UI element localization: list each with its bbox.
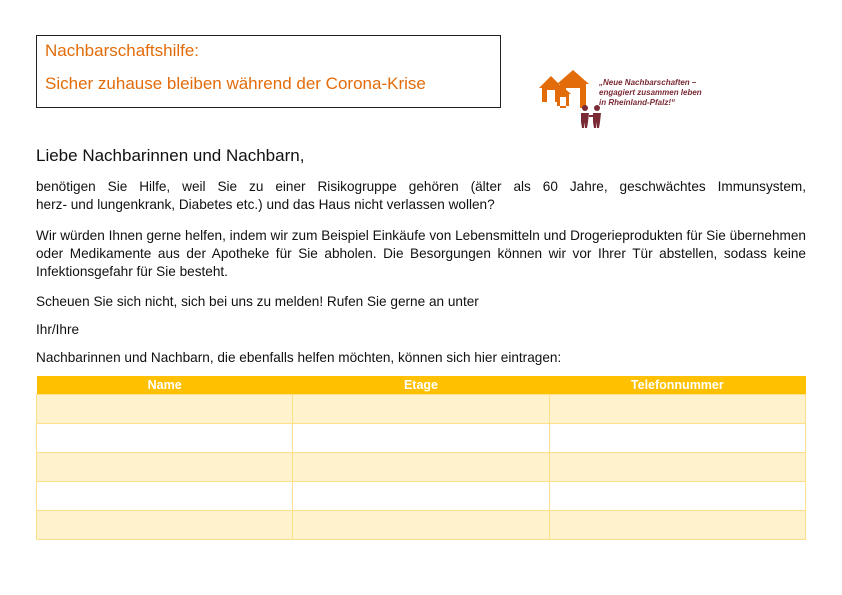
title-line-1: Nachbarschaftshilfe: [45, 41, 200, 60]
name-cell[interactable] [37, 424, 293, 453]
table-row [37, 424, 806, 453]
floor-cell[interactable] [293, 395, 549, 424]
paragraph-need-help-line-1: benötigen Sie Hilfe, weil Sie zu einer Risikogruppe gehören (älter als 60 Jahre, geschwächtes Immunsystem, [36, 179, 806, 194]
paragraph-contact: Scheuen Sie sich nicht, sich bei uns zu melden! Rufen Sie gerne an unter [36, 294, 479, 309]
name-cell[interactable] [37, 511, 293, 540]
paragraph-offer: Wir würden Ihnen gerne helfen, indem wir zum Beispiel Einkäufe von Lebensmitteln und Drogerieprodukten für Sie übernehmen oder Medikamente aus der Apotheke für Sie abholen. Die Besorgungen können wir vor Ihrer Tür abstellen, sodass keine Infektionsgefahr für Sie besteht. [36, 228, 806, 279]
name-cell[interactable] [37, 395, 293, 424]
floor-cell[interactable] [293, 453, 549, 482]
floor-cell[interactable] [293, 482, 549, 511]
phone-cell[interactable] [549, 482, 805, 511]
paragraph-need-help [36, 178, 806, 214]
table-row [37, 395, 806, 424]
column-header-floor: Etage [293, 376, 549, 395]
table-row [37, 453, 806, 482]
name-cell[interactable] [37, 453, 293, 482]
paragraph-need-help-line-2: herz- und lungenkrank, Diabetes etc.) und das Haus nicht verlassen wollen? [36, 197, 495, 212]
logo-text-line-2: engagiert zusammen leben [599, 88, 702, 97]
logo-text-line-1: „Neue Nachbarschaften – [599, 78, 697, 87]
table-row [37, 511, 806, 540]
column-header-name: Name [37, 376, 293, 395]
greeting: Liebe Nachbarinnen und Nachbarn, [36, 146, 305, 165]
name-cell[interactable] [37, 482, 293, 511]
logo [537, 70, 737, 130]
floor-cell[interactable] [293, 424, 549, 453]
phone-cell[interactable] [549, 395, 805, 424]
column-header-phone: Telefonnummer [549, 376, 805, 395]
floor-cell[interactable] [293, 511, 549, 540]
table-header-row [37, 376, 806, 395]
logo-text [599, 78, 702, 108]
logo-text-line-3: in Rheinland-Pfalz!“ [599, 98, 675, 107]
title-line-2: Sicher zuhause bleiben während der Corona-Krise [45, 74, 426, 93]
phone-cell[interactable] [549, 453, 805, 482]
phone-cell[interactable] [549, 511, 805, 540]
title-box [36, 35, 501, 108]
signature: Ihr/Ihre [36, 322, 80, 337]
signup-table [36, 376, 806, 540]
paragraph-signup: Nachbarinnen und Nachbarn, die ebenfalls helfen möchten, können sich hier eintragen: [36, 350, 562, 365]
phone-cell[interactable] [549, 424, 805, 453]
table-row [37, 482, 806, 511]
